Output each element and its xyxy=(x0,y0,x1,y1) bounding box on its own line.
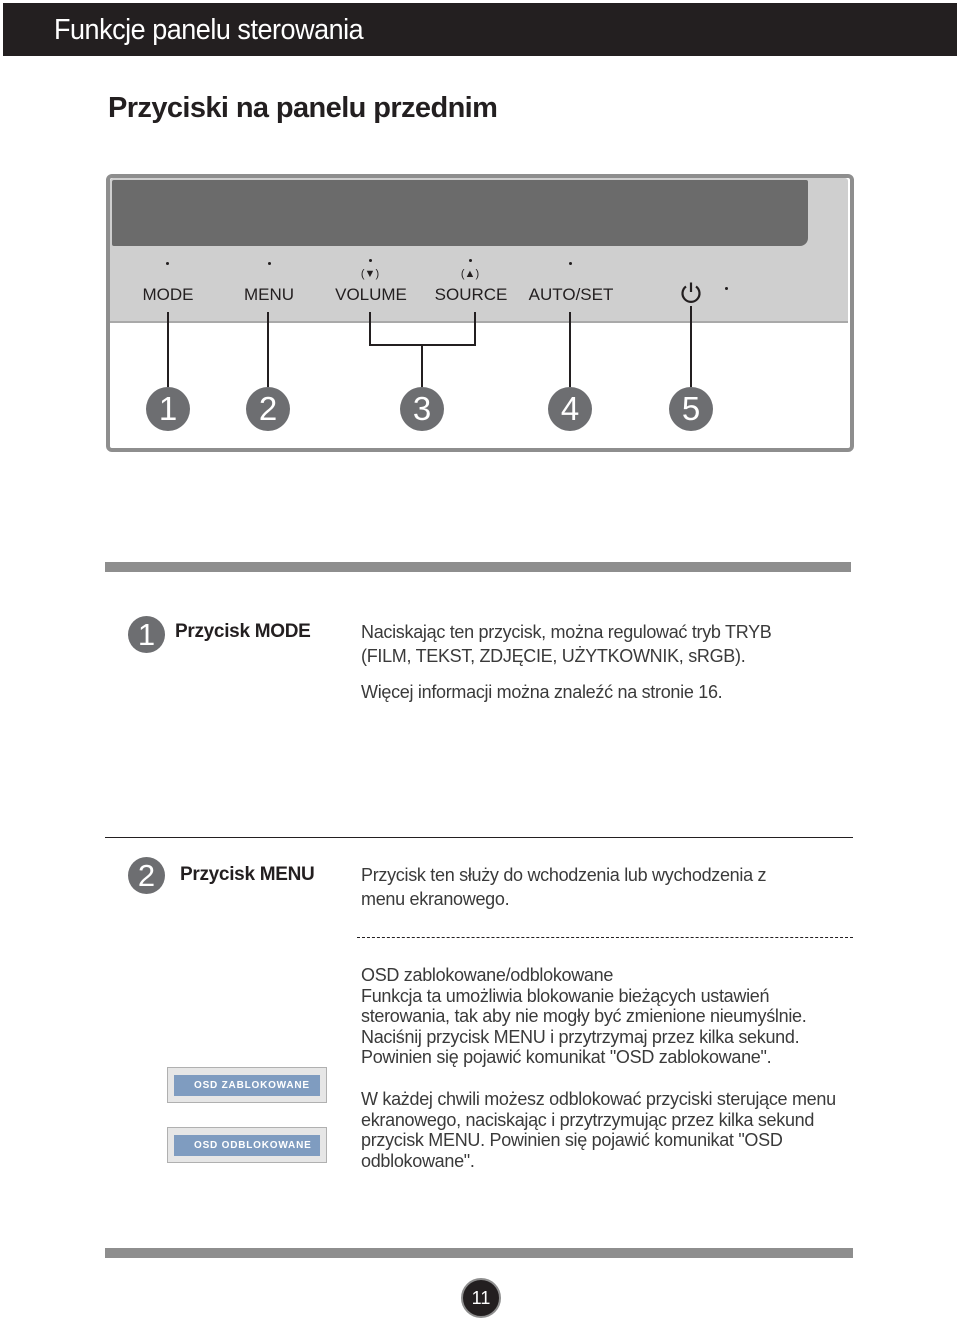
panel-bezel xyxy=(112,180,808,246)
page-heading: Przyciski na panelu przednim xyxy=(108,92,498,124)
leader-line xyxy=(474,312,476,346)
source-button-label: SOURCE xyxy=(434,285,508,304)
callout-number-3: 3 xyxy=(400,387,444,431)
text-line: Naciskając ten przycisk, można regulować tryb TRYB xyxy=(361,622,772,642)
text-line: (FILM, TEKST, ZDJĘCIE, UŻYTKOWNIK, sRGB). xyxy=(361,646,746,666)
button-dot xyxy=(268,262,271,265)
callout-number-5: 5 xyxy=(669,387,713,431)
osd-locked-message xyxy=(167,1067,327,1103)
osd-unlock-description xyxy=(361,1089,836,1171)
menu-button-label: MENU xyxy=(243,285,295,304)
leader-line xyxy=(267,312,269,387)
dashed-divider xyxy=(357,937,853,938)
footer-divider xyxy=(105,1248,853,1258)
text-line: Więcej informacji można znaleźć na stronie 16. xyxy=(361,682,723,702)
osd-lock-description xyxy=(361,965,806,1068)
button-dot xyxy=(569,262,572,265)
section-divider xyxy=(105,837,853,838)
header-title: Funkcje panelu sterowania xyxy=(54,14,364,46)
leader-line xyxy=(167,312,169,387)
leader-line xyxy=(569,312,571,387)
text-line: W każdej chwili możesz odblokować przyciski sterujące menu xyxy=(361,1089,836,1109)
section-menu-description xyxy=(361,863,766,911)
text-line: Funkcja ta umożliwia blokowanie bieżących ustawień xyxy=(361,985,770,1006)
leader-line xyxy=(369,312,371,346)
section-title-menu: Przycisk MENU xyxy=(180,864,315,885)
button-dot xyxy=(469,259,472,262)
section-number-1: 1 xyxy=(128,616,165,653)
power-led-dot xyxy=(725,287,728,290)
leader-line xyxy=(690,306,692,387)
osd-unlocked-label: OSD ODBLOKOWANE xyxy=(174,1135,320,1156)
section-divider xyxy=(105,562,851,572)
text-line: menu ekranowego. xyxy=(361,889,510,909)
section-mode-description xyxy=(361,620,772,704)
callout-number-2: 2 xyxy=(246,387,290,431)
callout-number-1: 1 xyxy=(146,387,190,431)
text-line: odblokowane". xyxy=(361,1150,475,1171)
text-line: ekranowego, naciskając i przytrzymując przez kilka sekund xyxy=(361,1109,815,1130)
text-line: Powinien się pojawić komunikat "OSD zablokowane". xyxy=(361,1047,772,1067)
text-line: Naciśnij przycisk MENU i przytrzymaj przez kilka sekund. xyxy=(361,1026,800,1047)
source-up-arrow-hint: (▲) xyxy=(460,268,480,280)
volume-down-arrow-hint: (▼) xyxy=(360,268,380,280)
button-dot xyxy=(369,259,372,262)
leader-line xyxy=(421,344,423,387)
callout-number-4: 4 xyxy=(548,387,592,431)
mode-button-label: MODE xyxy=(142,285,194,304)
auto-set-button-label: AUTO/SET xyxy=(528,285,614,304)
power-icon xyxy=(679,281,703,305)
button-dot xyxy=(166,262,169,265)
volume-button-label: VOLUME xyxy=(335,285,407,304)
page-number: 11 xyxy=(461,1278,501,1318)
text-line: sterowania, tak aby nie mogły być zmienione nieumyślnie. xyxy=(361,1006,807,1026)
section-number-2: 2 xyxy=(128,857,165,894)
section-title-mode: Przycisk MODE xyxy=(175,621,311,642)
osd-locked-label: OSD ZABLOKOWANE xyxy=(174,1075,320,1096)
text-line: OSD zablokowane/odblokowane xyxy=(361,965,614,985)
text-line: przycisk MENU. Powinien się pojawić komunikat "OSD xyxy=(361,1130,783,1150)
text-line: Przycisk ten służy do wchodzenia lub wychodzenia z xyxy=(361,865,767,885)
osd-unlocked-message xyxy=(167,1127,327,1163)
